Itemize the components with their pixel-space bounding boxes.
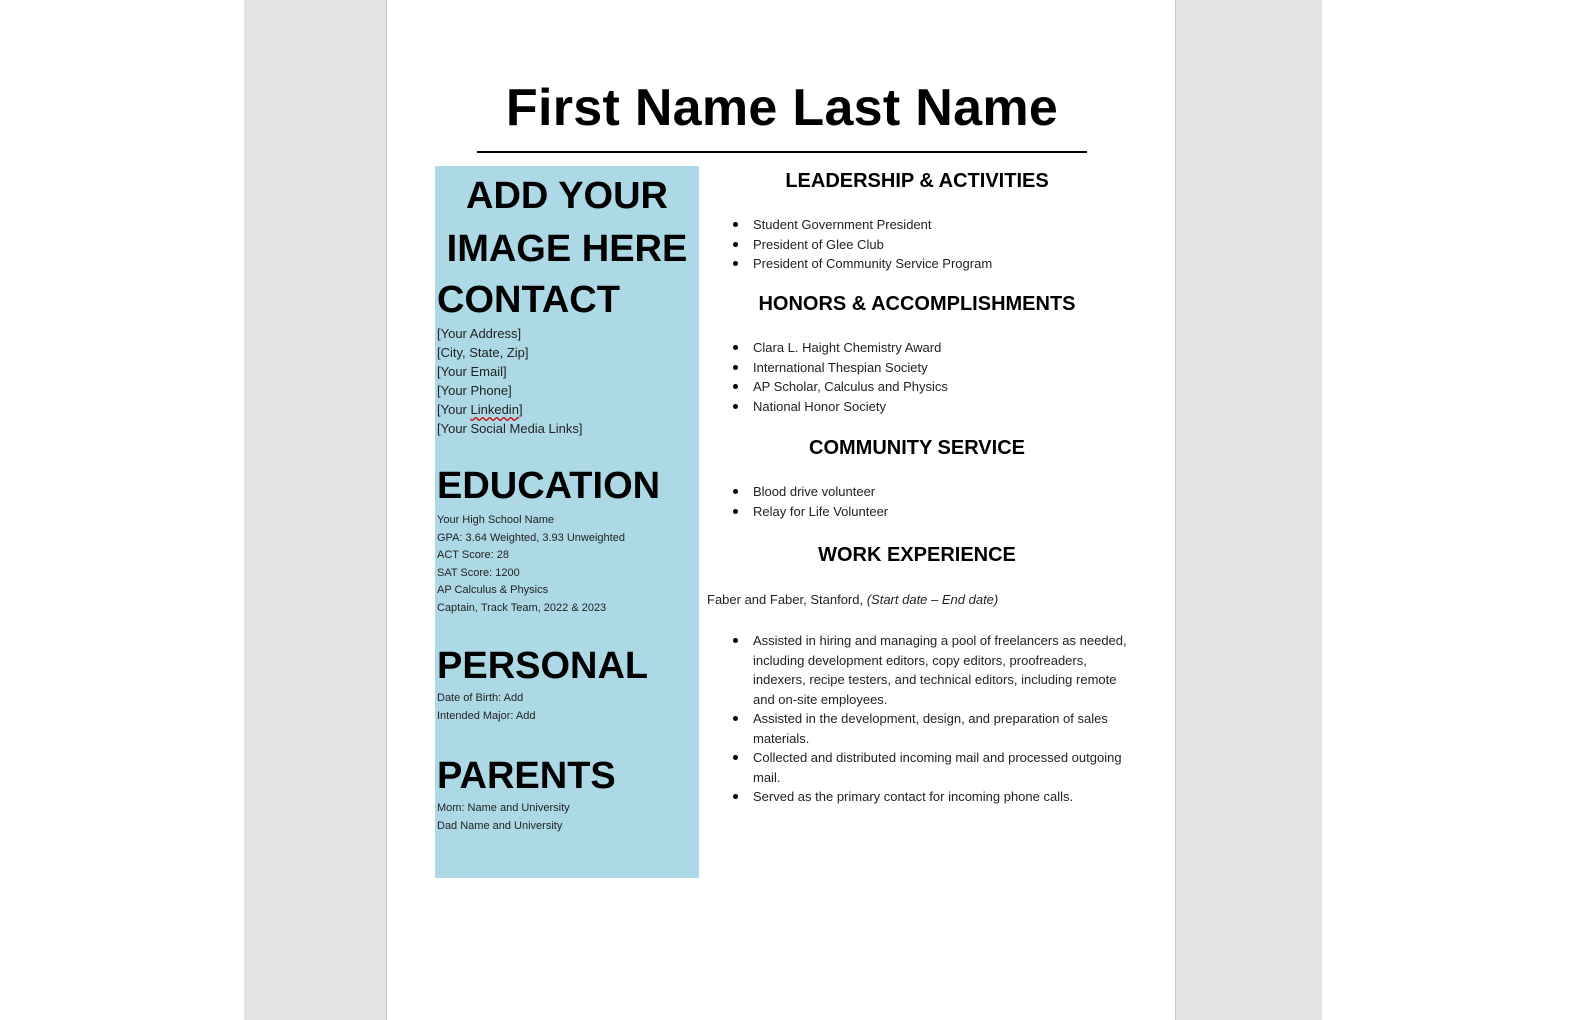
community-item[interactable]: Blood drive volunteer bbox=[753, 482, 1153, 502]
education-heading: EDUCATION bbox=[437, 465, 661, 507]
linkedin-suffix: ] bbox=[518, 402, 523, 417]
parents-heading: PARENTS bbox=[437, 755, 616, 797]
education-item[interactable]: AP Calculus & Physics bbox=[437, 584, 549, 596]
parents-list bbox=[437, 800, 570, 835]
community-item[interactable]: Relay for Life Volunteer bbox=[753, 502, 1153, 522]
work-heading: WORK EXPERIENCE bbox=[818, 544, 1016, 566]
honors-item[interactable]: National Honor Society bbox=[753, 397, 1153, 417]
leadership-item[interactable]: President of Glee Club bbox=[753, 235, 1153, 255]
parents-item[interactable]: Mom: Name and University bbox=[437, 802, 570, 814]
community-heading: COMMUNITY SERVICE bbox=[809, 437, 1025, 459]
honors-heading: HONORS & ACCOMPLISHMENTS bbox=[758, 293, 1076, 315]
leadership-item[interactable]: President of Community Service Program bbox=[753, 254, 1153, 274]
education-item[interactable]: SAT Score: 1200 bbox=[437, 566, 520, 579]
leadership-item[interactable]: Student Government President bbox=[753, 215, 1153, 235]
contact-heading: CONTACT bbox=[437, 279, 620, 321]
work-employer-line[interactable] bbox=[707, 592, 998, 607]
work-item[interactable]: Assisted in the development, design, and preparation of sales materials. bbox=[753, 709, 1133, 748]
personal-item[interactable]: Intended Major: Add bbox=[437, 709, 536, 722]
personal-heading: PERSONAL bbox=[437, 645, 649, 687]
work-dates: (Start date – End date) bbox=[866, 592, 999, 607]
community-list bbox=[753, 482, 1153, 521]
parents-item[interactable]: Dad Name and University bbox=[437, 819, 563, 832]
education-item[interactable]: Captain, Track Team, 2022 & 2023 bbox=[437, 601, 607, 614]
honors-list bbox=[753, 338, 1153, 416]
contact-phone[interactable]: [Your Phone] bbox=[437, 383, 512, 398]
image-placeholder[interactable] bbox=[435, 170, 699, 276]
contact-email[interactable]: [Your Email] bbox=[437, 364, 507, 379]
document-page[interactable] bbox=[386, 0, 1176, 1020]
leadership-list bbox=[753, 215, 1153, 274]
contact-social[interactable]: [Your Social Media Links] bbox=[437, 421, 583, 436]
personal-item[interactable]: Date of Birth: Add bbox=[437, 692, 524, 704]
honors-item[interactable]: Clara L. Haight Chemistry Award bbox=[753, 338, 1153, 358]
title-divider bbox=[477, 151, 1087, 153]
honors-item[interactable]: AP Scholar, Calculus and Physics bbox=[753, 377, 1153, 397]
personal-list bbox=[437, 690, 535, 725]
work-employer: Faber and Faber, Stanford, bbox=[707, 592, 867, 607]
education-item[interactable]: GPA: 3.64 Weighted, 3.93 Unweighted bbox=[437, 531, 625, 544]
spellcheck-flag: Linkedin bbox=[470, 402, 519, 417]
honors-item[interactable]: International Thespian Society bbox=[753, 358, 1153, 378]
work-item[interactable]: Served as the primary contact for incoming phone calls. bbox=[753, 787, 1133, 807]
contact-list bbox=[437, 324, 583, 438]
sidebar-panel bbox=[435, 166, 699, 878]
education-item[interactable]: ACT Score: 28 bbox=[437, 549, 509, 561]
linkedin-prefix: [Your bbox=[437, 402, 471, 417]
contact-city[interactable]: [City, State, Zip] bbox=[437, 345, 529, 360]
education-item[interactable]: Your High School Name bbox=[437, 514, 554, 526]
image-placeholder-line: IMAGE HERE bbox=[446, 228, 688, 270]
work-item[interactable]: Collected and distributed incoming mail and processed outgoing mail. bbox=[753, 748, 1133, 787]
leadership-heading: LEADERSHIP & ACTIVITIES bbox=[785, 170, 1049, 192]
education-list bbox=[437, 512, 625, 617]
contact-address[interactable]: [Your Address] bbox=[437, 326, 522, 341]
image-placeholder-line: ADD YOUR bbox=[466, 175, 668, 217]
resume-name-title[interactable]: First Name Last Name bbox=[505, 79, 1059, 137]
work-list bbox=[753, 631, 1133, 807]
work-item[interactable]: Assisted in hiring and managing a pool of freelancers as needed, including development editors, copy editors, proofreaders, indexers, recipe testers, and technical editors, including remote and on-site employees. bbox=[753, 631, 1133, 709]
contact-linkedin[interactable] bbox=[437, 400, 583, 419]
